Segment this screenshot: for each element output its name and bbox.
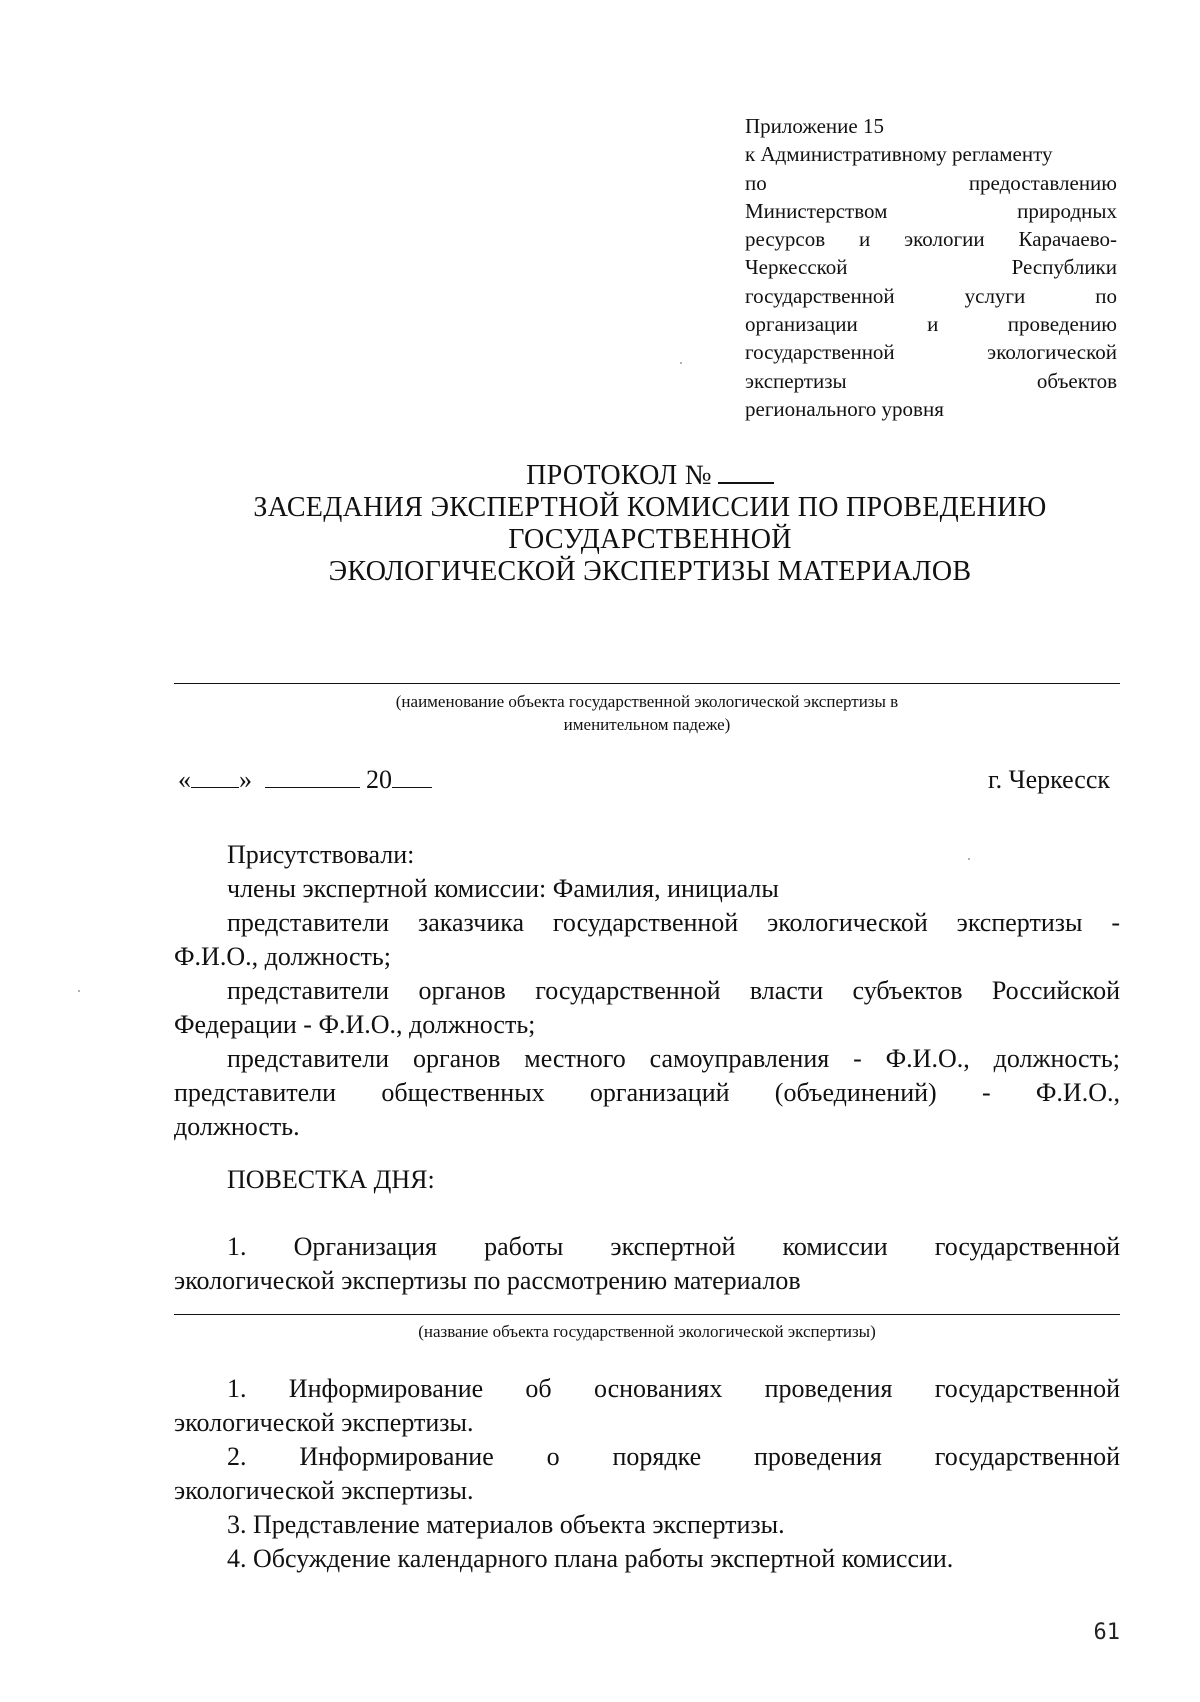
agenda-section <box>174 1163 1120 1197</box>
appendix-line: Черкесской Республики <box>745 255 1117 280</box>
attendees-authorities: представители органов государственной власти субъектов Российской <box>227 976 1120 1005</box>
date-line <box>178 764 432 796</box>
protocol-number-blank <box>718 460 774 484</box>
page-number: 61 <box>1093 1620 1120 1645</box>
appendix-line: организации и проведению <box>745 312 1117 337</box>
year-prefix: 20 <box>366 765 392 794</box>
scan-speck <box>78 990 80 992</box>
attendees-heading: Присутствовали: <box>227 840 415 869</box>
protocol-subtitle-line: ГОСУДАРСТВЕННОЙ <box>508 524 792 555</box>
appendix-header <box>745 112 1117 423</box>
attendees-customer-cont: Ф.И.О., должность; <box>174 942 391 971</box>
object-name-caption <box>174 690 1120 736</box>
object-name-rule <box>174 683 1120 684</box>
appendix-line: к Административному регламенту <box>745 142 1053 167</box>
month-blank <box>265 767 360 788</box>
caption-line: (наименование объекта государственной экологической экспертизы в <box>395 692 899 711</box>
agenda-subitem-2: 2. Информирование о порядке проведения государственной <box>227 1442 1120 1471</box>
attendees-public: представители общественных организаций (объединений) - Ф.И.О., <box>174 1078 1120 1107</box>
agenda-subitem-3: 3. Представление материалов объекта экспертизы. <box>227 1510 785 1539</box>
appendix-line: Министерством природных <box>745 198 1117 223</box>
appendix-line: государственной экологической <box>745 340 1117 365</box>
day-blank <box>191 767 239 788</box>
agenda-subitem-2-cont: экологической экспертизы. <box>174 1476 474 1505</box>
scan-speck <box>680 362 682 364</box>
protocol-title <box>150 460 1150 492</box>
agenda-heading: ПОВЕСТКА ДНЯ: <box>227 1165 435 1194</box>
appendix-line: государственной услуги по <box>745 283 1117 308</box>
object-title-caption: (название объекта государственной экологической экспертизы) <box>418 1322 876 1341</box>
city-name: г. Черкесск <box>987 765 1110 794</box>
agenda-item-1-line: 1. Организация работы экспертной комиссии государственной <box>227 1232 1120 1261</box>
attendees-members: члены экспертной комиссии: Фамилия, инициалы <box>227 874 779 903</box>
attendees-authorities-cont: Федерации - Ф.И.О., должность; <box>174 1010 536 1039</box>
agenda-subitems <box>174 1372 1120 1576</box>
agenda-subitem-4: 4. Обсуждение календарного плана работы экспертной комиссии. <box>227 1544 954 1573</box>
appendix-line: Приложение 15 <box>745 114 884 138</box>
appendix-line: экспертизы объектов <box>745 368 1117 393</box>
scan-speck <box>968 858 970 860</box>
attendees-section <box>174 838 1120 1144</box>
appendix-line: по предоставлению <box>745 170 1117 195</box>
protocol-subtitle-line: ЗАСЕДАНИЯ ЭКСПЕРТНОЙ КОМИССИИ ПО ПРОВЕДЕНИЮ <box>253 492 1047 523</box>
attendees-customer: представители заказчика государственной экологической экспертизы - <box>227 908 1120 937</box>
year-blank <box>392 767 432 788</box>
appendix-line: регионального уровня <box>745 396 944 421</box>
object-title-rule <box>174 1314 1120 1315</box>
caption-line: именительном падеже) <box>563 715 731 734</box>
attendees-public-cont: должность. <box>174 1112 300 1141</box>
agenda-subitem-1: 1. Информирование об основаниях проведения государственной <box>227 1374 1120 1403</box>
protocol-title-label: ПРОТОКОЛ № <box>526 460 712 491</box>
attendees-local: представители органов местного самоуправления - Ф.И.О., должность; <box>227 1044 1120 1073</box>
date-close-quote: » <box>239 765 252 794</box>
agenda-subitem-1-cont: экологической экспертизы. <box>174 1408 474 1437</box>
agenda-item-1-cont: экологической экспертизы по рассмотрению материалов <box>174 1266 801 1295</box>
appendix-line: ресурсов и экологии Карачаево- <box>745 227 1117 252</box>
protocol-subtitle-line: ЭКОЛОГИЧЕСКОЙ ЭКСПЕРТИЗЫ МАТЕРИАЛОВ <box>328 556 972 587</box>
date-open-quote: « <box>178 765 191 794</box>
agenda-item-1 <box>174 1230 1120 1298</box>
